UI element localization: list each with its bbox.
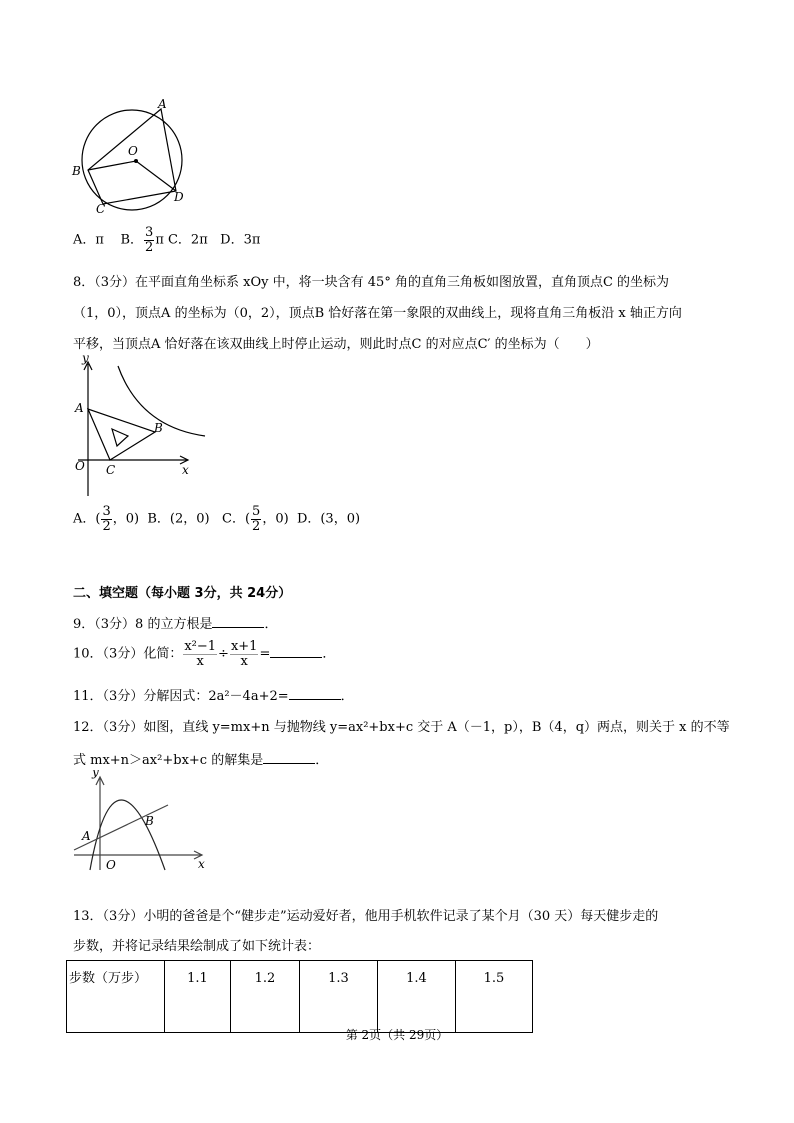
denominator: 2 — [102, 518, 111, 534]
center-point — [134, 159, 138, 163]
q9-text: 9．（3分）8 的立方根是 — [73, 617, 213, 632]
option-b: B．(2，0) — [147, 511, 210, 527]
answer-blank — [212, 615, 264, 628]
option-a-pre: A．( — [73, 511, 101, 527]
denominator: x — [196, 653, 204, 669]
table-cell: 1.1 — [165, 961, 231, 1033]
steps-table — [66, 960, 533, 1033]
label-a: A — [75, 401, 84, 415]
q8-line1: 8．（3分）在平面直角坐标系 xOy 中，将一块含有 45° 角的直角三角板如图放置，直角顶点C 的坐标为 — [73, 275, 670, 290]
fraction — [101, 505, 111, 533]
parabola — [90, 800, 165, 870]
option-c-post: ，0) — [262, 511, 289, 527]
q11 — [73, 685, 354, 704]
option-a-post: ，0) — [112, 511, 140, 527]
divide-sign: ÷ — [218, 646, 229, 662]
line — [74, 805, 168, 850]
label-o: O — [106, 858, 116, 872]
numerator: x+1 — [230, 639, 258, 654]
answer-blank — [289, 687, 341, 700]
q12-text: 式 mx+n＞ax²+bx+c 的解集是 — [73, 753, 264, 768]
fraction — [251, 505, 261, 533]
q10 — [73, 640, 335, 668]
line-parabola-figure — [70, 770, 210, 875]
table-cell: 1.2 — [231, 961, 300, 1033]
table-row — [67, 961, 533, 1033]
q8-line3: 平移，当顶点A 恰好落在该双曲线上时停止运动，则此时点C 的对应点C′ 的坐标为（ ） — [73, 337, 599, 352]
denominator: 2 — [145, 239, 154, 255]
table-header-cell: 步数（万步） — [67, 961, 165, 1033]
denominator: x — [240, 653, 248, 669]
label-d: D — [174, 190, 184, 204]
inner-triangle — [112, 429, 128, 446]
q9-end: ． — [264, 617, 278, 632]
label-x: x — [198, 857, 205, 871]
fraction — [230, 640, 259, 668]
numerator: 3 — [102, 504, 111, 519]
q13-line2: 步数，并将记录结果绘制成了如下统计表： — [73, 939, 321, 954]
triangle — [88, 409, 155, 460]
label-b: B — [72, 164, 81, 178]
table-cell: 1.3 — [300, 961, 378, 1033]
numerator: x²−1 — [184, 639, 217, 654]
radii — [88, 161, 176, 191]
label-a: A — [82, 829, 91, 843]
answer-blank — [270, 645, 322, 658]
q8-options — [73, 505, 360, 533]
section-heading: 二、填空题（每小题 3分，共 24分） — [73, 586, 292, 601]
circle-quadrilateral-figure — [66, 95, 196, 220]
label-c: C — [106, 463, 116, 477]
answer-blank — [263, 751, 315, 764]
option-d: D．(3，0) — [296, 511, 361, 527]
label-b: B — [145, 814, 154, 828]
q13-line1: 13．（3分）小明的爸爸是个“健步走”运动爱好者，他用手机软件记录了某个月（30 天）每天健步走的 — [73, 909, 659, 924]
option-d: D．3π — [220, 232, 261, 248]
q12-end: ． — [315, 753, 329, 768]
fraction — [144, 226, 154, 254]
triangle-hyperbola-figure — [70, 352, 210, 500]
label-y: y — [82, 352, 89, 365]
option-a: A．π — [73, 232, 104, 248]
table-cell: 1.4 — [378, 961, 456, 1033]
q11-text: 11．（3分）分解因式：2a²－4a+2= — [73, 689, 289, 704]
q9 — [73, 613, 277, 632]
fraction — [183, 640, 217, 668]
equals-sign: = — [259, 646, 271, 662]
page-footer: 第 2页（共 29页） — [345, 1028, 449, 1042]
option-b-c: π C．2π — [155, 232, 208, 248]
label-c: C — [96, 202, 106, 216]
q7-options — [73, 226, 260, 254]
option-b-prefix: B． — [120, 232, 144, 248]
q11-end: ． — [340, 689, 354, 704]
label-o: O — [128, 144, 138, 158]
label-a: A — [158, 97, 167, 111]
q10-text: 10．（3分）化简： — [73, 646, 183, 662]
numerator: 5 — [252, 504, 261, 519]
circle — [82, 110, 182, 210]
numerator: 3 — [145, 225, 154, 240]
label-b: B — [154, 421, 163, 435]
label-o: O — [75, 459, 85, 473]
label-y: y — [92, 770, 99, 779]
table-cell: 1.5 — [456, 961, 533, 1033]
q12-line2 — [73, 749, 328, 768]
option-c-pre: C．( — [222, 511, 251, 527]
q12-line1: 12．（3分）如图，直线 y=mx+n 与抛物线 y=ax²+bx+c 交于 A（－1，p），B（4，q）两点，则关于 x 的不等 — [73, 720, 730, 735]
denominator: 2 — [252, 518, 261, 534]
q8-line2: （1，0），顶点A 的坐标为（0，2），顶点B 恰好落在第一象限的双曲线上，现将直角三角板沿 x 轴正方向 — [73, 306, 682, 321]
q10-end: ． — [322, 646, 336, 662]
label-x: x — [182, 463, 189, 477]
